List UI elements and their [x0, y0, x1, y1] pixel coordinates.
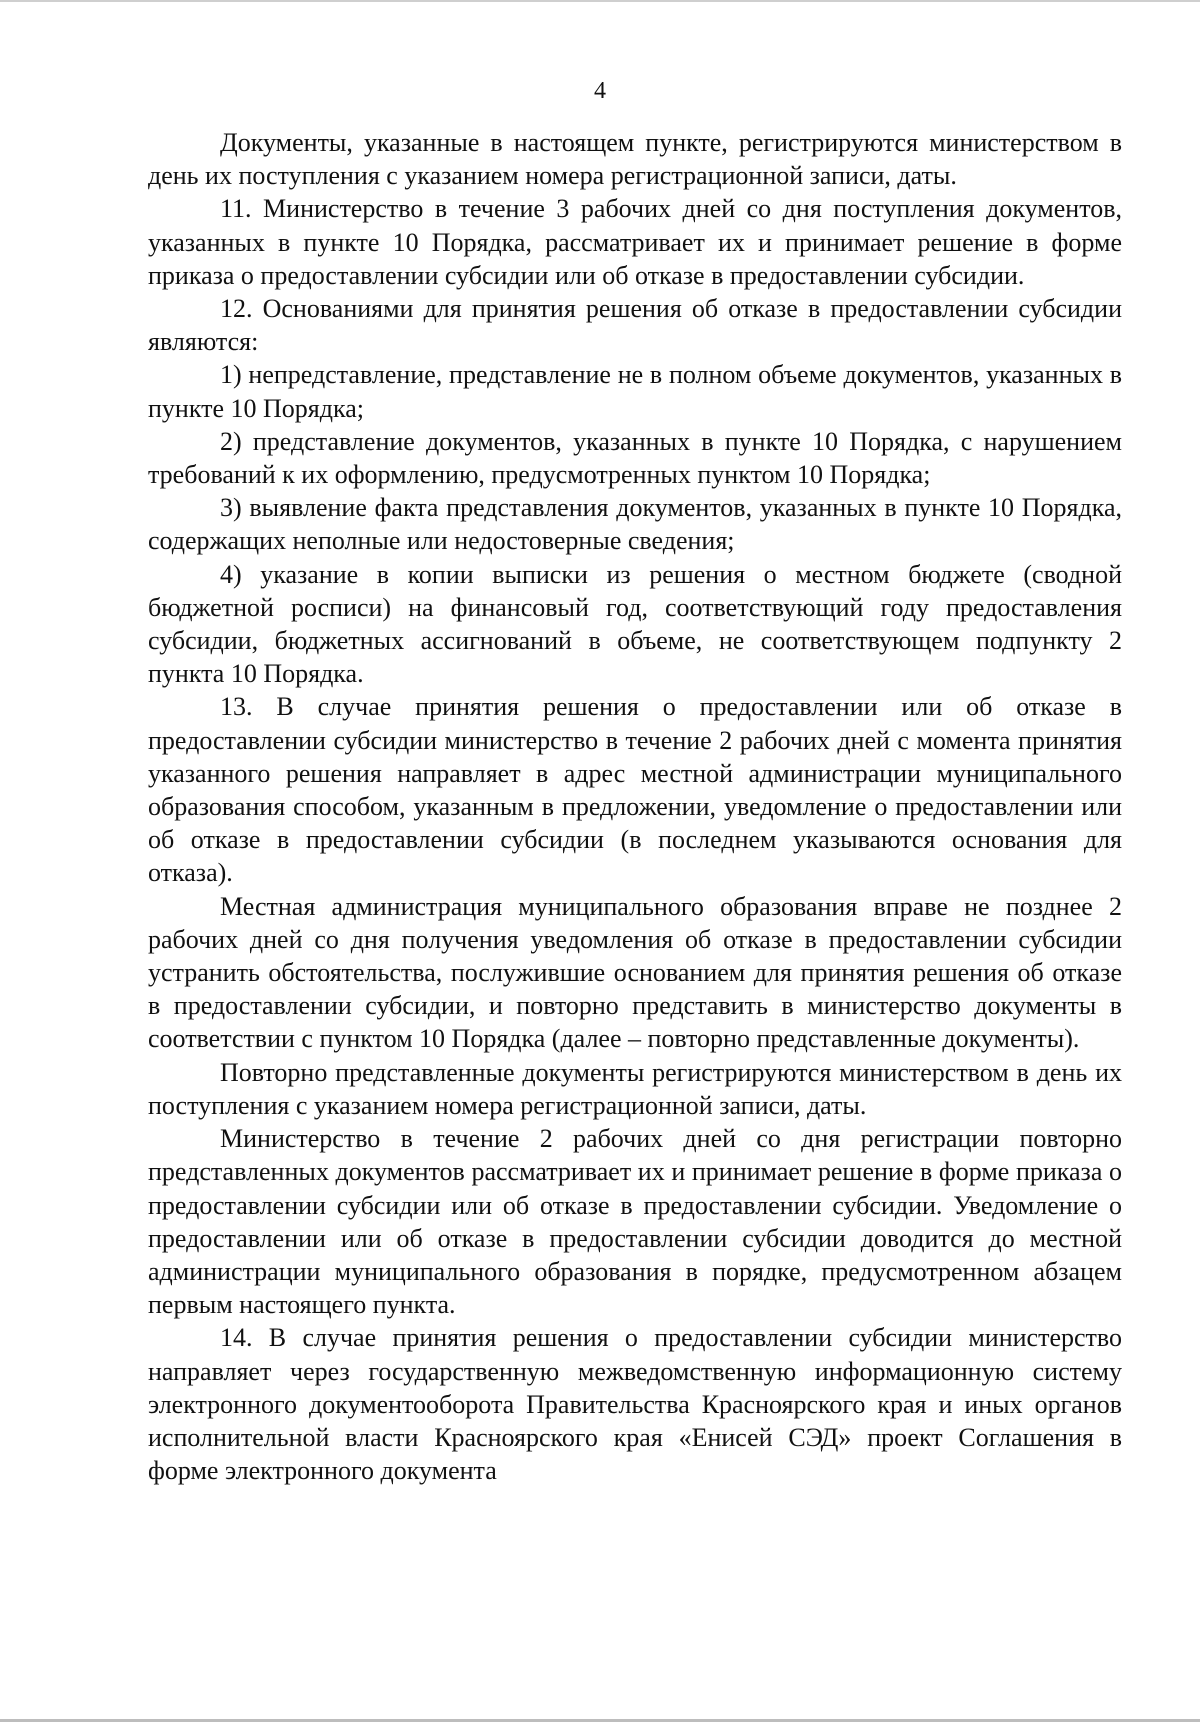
paragraph-item-11: 11. Министерство в течение 3 рабочих дней со дня поступления документов, указанных в пункте 10 Порядка, рассматривает их и принимает решение в форме приказа о предоставлении субсидии или об отказе в предоставлении субсидии. [148, 194, 1122, 290]
paragraph-item-14: 14. В случае принятия решения о предоставлении субсидии министерство направляет через государственную межведомственную информационную систему электронного документооборота Правительства Красноярского края и иных органов исполнительной власти Красноярского края «Енисей СЭД» проект Соглашения в форме электронного документа [148, 1323, 1122, 1486]
paragraph-subitem-3: 3) выявление факта представления документов, указанных в пункте 10 Порядка, содержащих неполные или недостоверные сведения; [148, 493, 1122, 556]
paragraph-item-12: 12. Основаниями для принятия решения об отказе в предоставлении субсидии являются: [148, 294, 1122, 357]
paragraph-repeat-review: Министерство в течение 2 рабочих дней со дня регистрации повторно представленных документов рассматривает их и принимает решение в форме приказа о предоставлении субсидии или об отказе в предоставлении субсидии. Уведомление о предоставлении или об отказе в предоставлении субсидии доводится до местной администрации муниципального образования в порядке, предусмотренном абзацем первым настоящего пункта. [148, 1124, 1122, 1320]
document-body [148, 126, 1122, 1487]
paragraph-subitem-1: 1) непредставление, представление не в полном объеме документов, указанных в пункте 10 Порядка; [148, 360, 1122, 423]
paragraph-subitem-2: 2) представление документов, указанных в пункте 10 Порядка, с нарушением требований к их оформлению, предусмотренных пунктом 10 Порядка; [148, 426, 1122, 490]
paragraph-local-administration: Местная администрация муниципального образования вправе не позднее 2 рабочих дней со дня получения уведомления об отказе в предоставлении субсидии устранить обстоятельства, послужившие основанием для принятия решения об отказе в предоставлении субсидии, и повторно представить в министерство документы в соответствии с пунктом 10 Порядка (далее – повторно представленные документы). [148, 891, 1122, 1054]
scan-edge-top [0, 0, 1200, 2]
paragraph-repeat-registration: Повторно представленные документы регистрируются министерством в день их поступления с указанием номера регистрационной записи, даты. [148, 1057, 1122, 1120]
paragraph-subitem-4: 4) указание в копии выписки из решения о местном бюджете (сводной бюджетной росписи) на финансовый год, соответствующий году предоставления субсидии, бюджетных ассигнований в объеме, не соответствующем подпункту 2 пункта 10 Порядка. [148, 559, 1122, 689]
page-number: 4 [594, 78, 606, 104]
paragraph-item-13: 13. В случае принятия решения о предоставлении или об отказе в предоставлении субсидии министерство в течение 2 рабочих дней с момента принятия указанного решения направляет в адрес местной администрации муниципального образования способом, указанным в предложении, уведомление о предоставлении или об отказе в предоставлении субсидии (в последнем указываются основания для отказа). [148, 692, 1122, 888]
paragraph-registration: Документы, указанные в настоящем пункте, регистрируются министерством в день их поступления с указанием номера регистрационной записи, даты. [148, 128, 1122, 191]
